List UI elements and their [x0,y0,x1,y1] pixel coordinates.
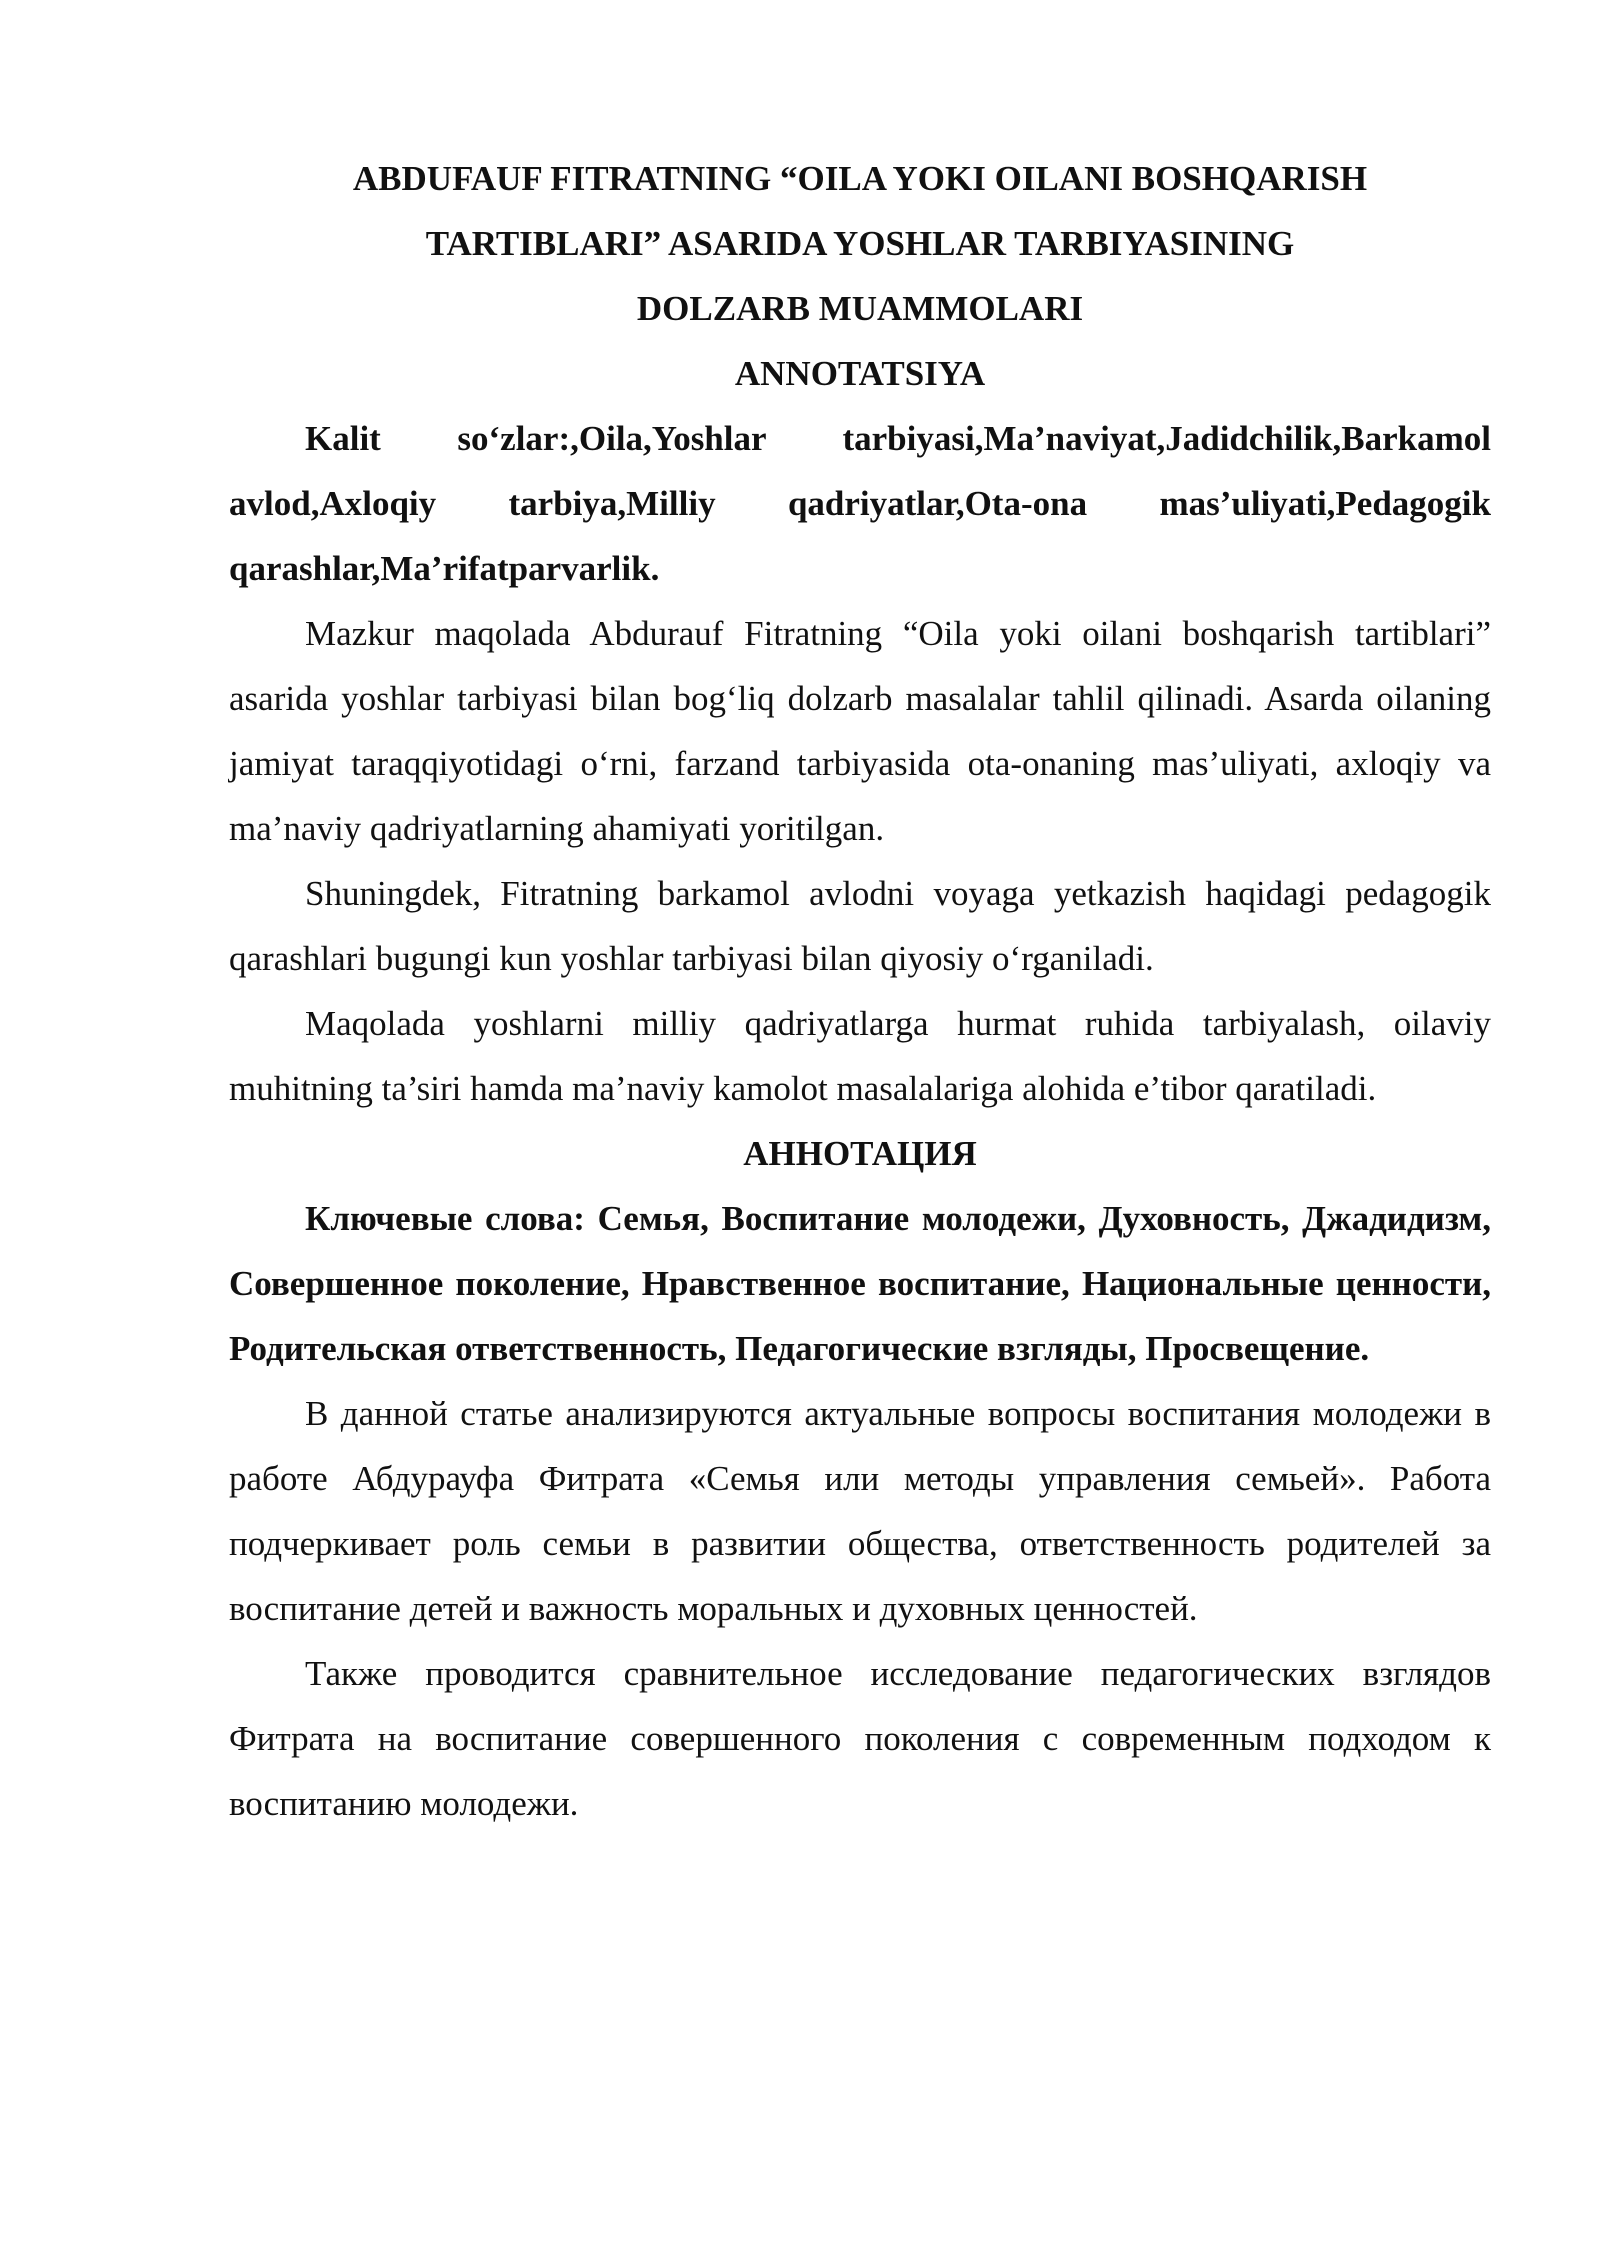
abstract-paragraph-ru-2: Также проводится сравнительное исследование педагогических взглядов Фитрата на воспитание совершенного поколения с современным подходом к воспитанию молодежи. [229,1654,1491,1823]
annotation-heading-ru: АННОТАЦИЯ [743,1134,977,1173]
article-title [229,146,1491,341]
annotation-heading-uz: ANNOTATSIYA [734,354,986,393]
abstract-paragraph-uz-3: Maqolada yoshlarni milliy qadriyatlarga hurmat ruhida tarbiyalash, oilaviy muhitning ta’siri hamda ma’naviy kamolot masalalariga alohida e’tibor qaratiladi. [229,1004,1491,1108]
title-line-3: DOLZARB MUAMMOLARI [636,289,1084,328]
abstract-paragraph-uz-2: Shuningdek, Fitratning barkamol avlodni voyaga yetkazish haqidagi pedagogik qarashlari bugungi kun yoshlar tarbiyasi bilan qiyosiy o‘rganiladi. [229,874,1491,978]
keywords-ru: Ключевые слова: Семья, Воспитание молодежи, Духовность, Джадидизм, Совершенное поколение, Нравственное воспитание, Национальные ценности, Родительская ответственность, Педагогические взгляды, Просвещение. [229,1199,1491,1368]
title-line-2: TARTIBLARI” ASARIDA YOSHLAR TARBIYASINING [425,224,1295,263]
keywords-uz: Kalit so‘zlar:,Oila,Yoshlar tarbiyasi,Ma’naviyat,Jadidchilik,Barkamol avlod,Axloqiy tarbiya,Milliy qadriyatlar,Ota-ona mas’uliyati,Pedagogik qarashlar,Ma’rifatparvarlik. [229,419,1491,588]
abstract-paragraph-ru-1: В данной статье анализируются актуальные вопросы воспитания молодежи в работе Абдурауфа Фитрата «Семья или методы управления семьей». Работа подчеркивает роль семьи в развитии общества, ответственность родителей за воспитание детей и важность моральных и духовных ценностей. [229,1394,1491,1628]
abstract-paragraph-uz-1: Mazkur maqolada Abdurauf Fitratning “Oila yoki oilani boshqarish tartiblari” asarida yoshlar tarbiyasi bilan bog‘liq dolzarb masalalar tahlil qilinadi. Asarda oilaning jamiyat taraqqiyotidagi o‘rni, farzand tarbiyasida ota-onaning mas’uliyati, axloqiy va ma’naviy qadriyatlarning ahamiyati yoritilgan. [229,614,1491,848]
document-content [229,146,1491,1836]
title-line-1: ABDUFAUF FITRATNING “OILA YOKI OILANI BOSHQARISH [352,159,1368,198]
